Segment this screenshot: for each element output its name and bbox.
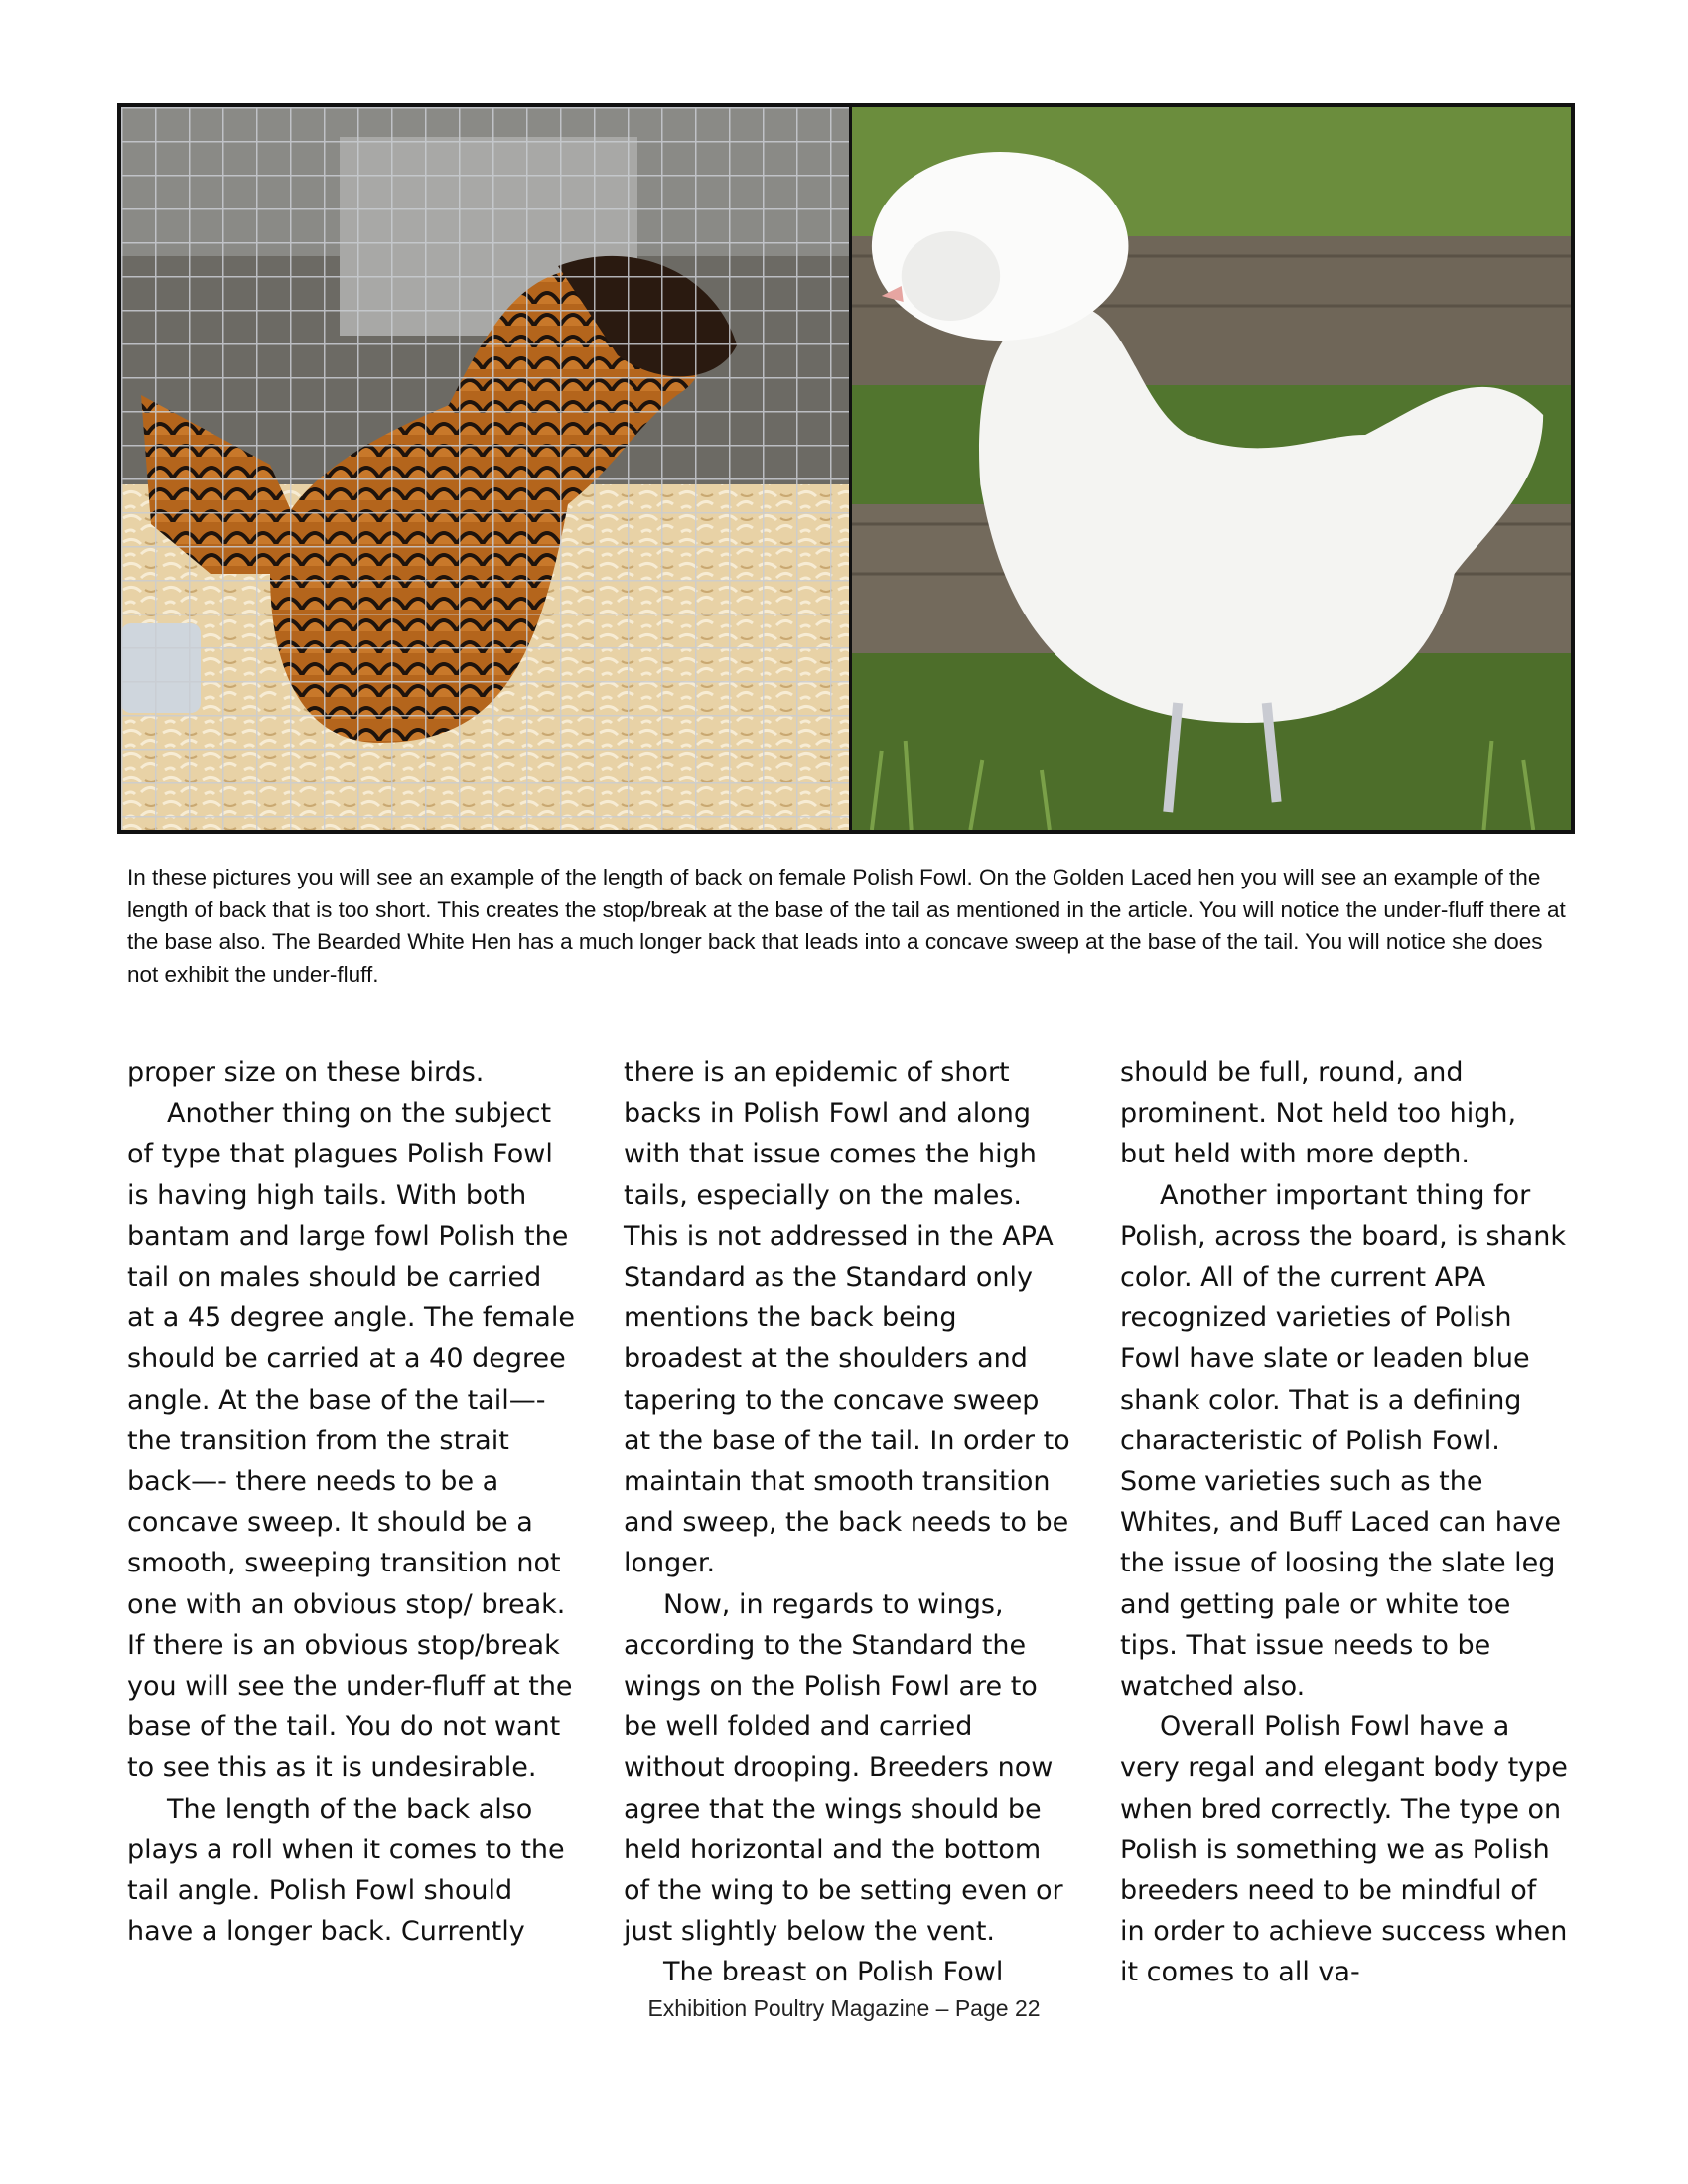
paragraph: Another important thing for Polish, across the board, is shank color. All of the current APA recognized varieties of Polish Fowl have slate or leaden blue shank color. That is a defining characteristic of Polish Fowl. Some varieties such as the Whites, and Buff Laced can have the issue of loosing the slate leg and getting pale or white toe tips. That issue needs to be watched also. [1120, 1179, 1566, 1703]
golden-laced-hen-photo [121, 107, 852, 830]
article-body [127, 1052, 1577, 1993]
article-column-3 [1120, 1052, 1569, 1993]
paragraph: Overall Polish Fowl have a very regal and elegant body type when bred correctly. The type on Polish is something we as Polish breeders need to be mindful of in order to achieve success when it comes to all va- [1120, 1711, 1568, 1988]
figure-caption: In these pictures you will see an example of the length of back on female Polish Fowl. On the Golden Laced hen you will see an example of the length of back that is too short. This creates the stop/break at the base of the tail as mentioned in the article. You will notice the under-fluff there at the base also. The Bearded White Hen has a much longer back that leads into a concave sweep at the base of the tail. You will notice she does not exhibit the under-fluff. [127, 865, 1566, 987]
article-column-2 [624, 1052, 1072, 1993]
paragraph: Another thing on the subject of type that plagues Polish Fowl is having high tails. With both bantam and large fowl Polish the tail on males should be carried at a 45 degree angle. The female should be carried at a 40 degree angle. At the base of the tail—-the transition from the strait back—- there needs to be a concave sweep. It should be a smooth, sweeping transition not one with an obvious stop/ break. If there is an obvious stop/break you will see the under-fluff at the base of the tail. You do not want to see this as it is undesirable. [127, 1098, 575, 1784]
bearded-white-hen-photo [852, 107, 1571, 830]
page-footer: Exhibition Poultry Magazine – Page 22 [647, 1995, 1041, 2021]
paragraph: The length of the back also plays a roll when it comes to the tail angle. Polish Fowl should have a longer back. Currently [127, 1793, 565, 1948]
photo-figure [117, 103, 1575, 834]
paragraph: The breast on Polish Fowl [663, 1957, 1004, 1988]
paragraph: should be full, round, and prominent. Not held too high, but held with more depth. [1120, 1057, 1517, 1170]
paragraph: proper size on these birds. [127, 1057, 485, 1088]
article-column-1 [127, 1052, 576, 1993]
paragraph: Now, in regards to wings, according to the Standard the wings on the Polish Fowl are to be well folded and carried without drooping. Breeders now agree that the wings should be held horizontal and the bottom of the wing to be setting even or just slightly below the vent. [624, 1588, 1063, 1948]
paragraph: there is an epidemic of short backs in Polish Fowl and along with that issue comes the high tails, especially on the males. This is not addressed in the APA Standard as the Standard only mentions the back being broadest at the shoulders and tapering to the concave sweep at the base of the tail. In order to maintain that smooth transition and sweep, the back needs to be longer. [624, 1057, 1070, 1579]
